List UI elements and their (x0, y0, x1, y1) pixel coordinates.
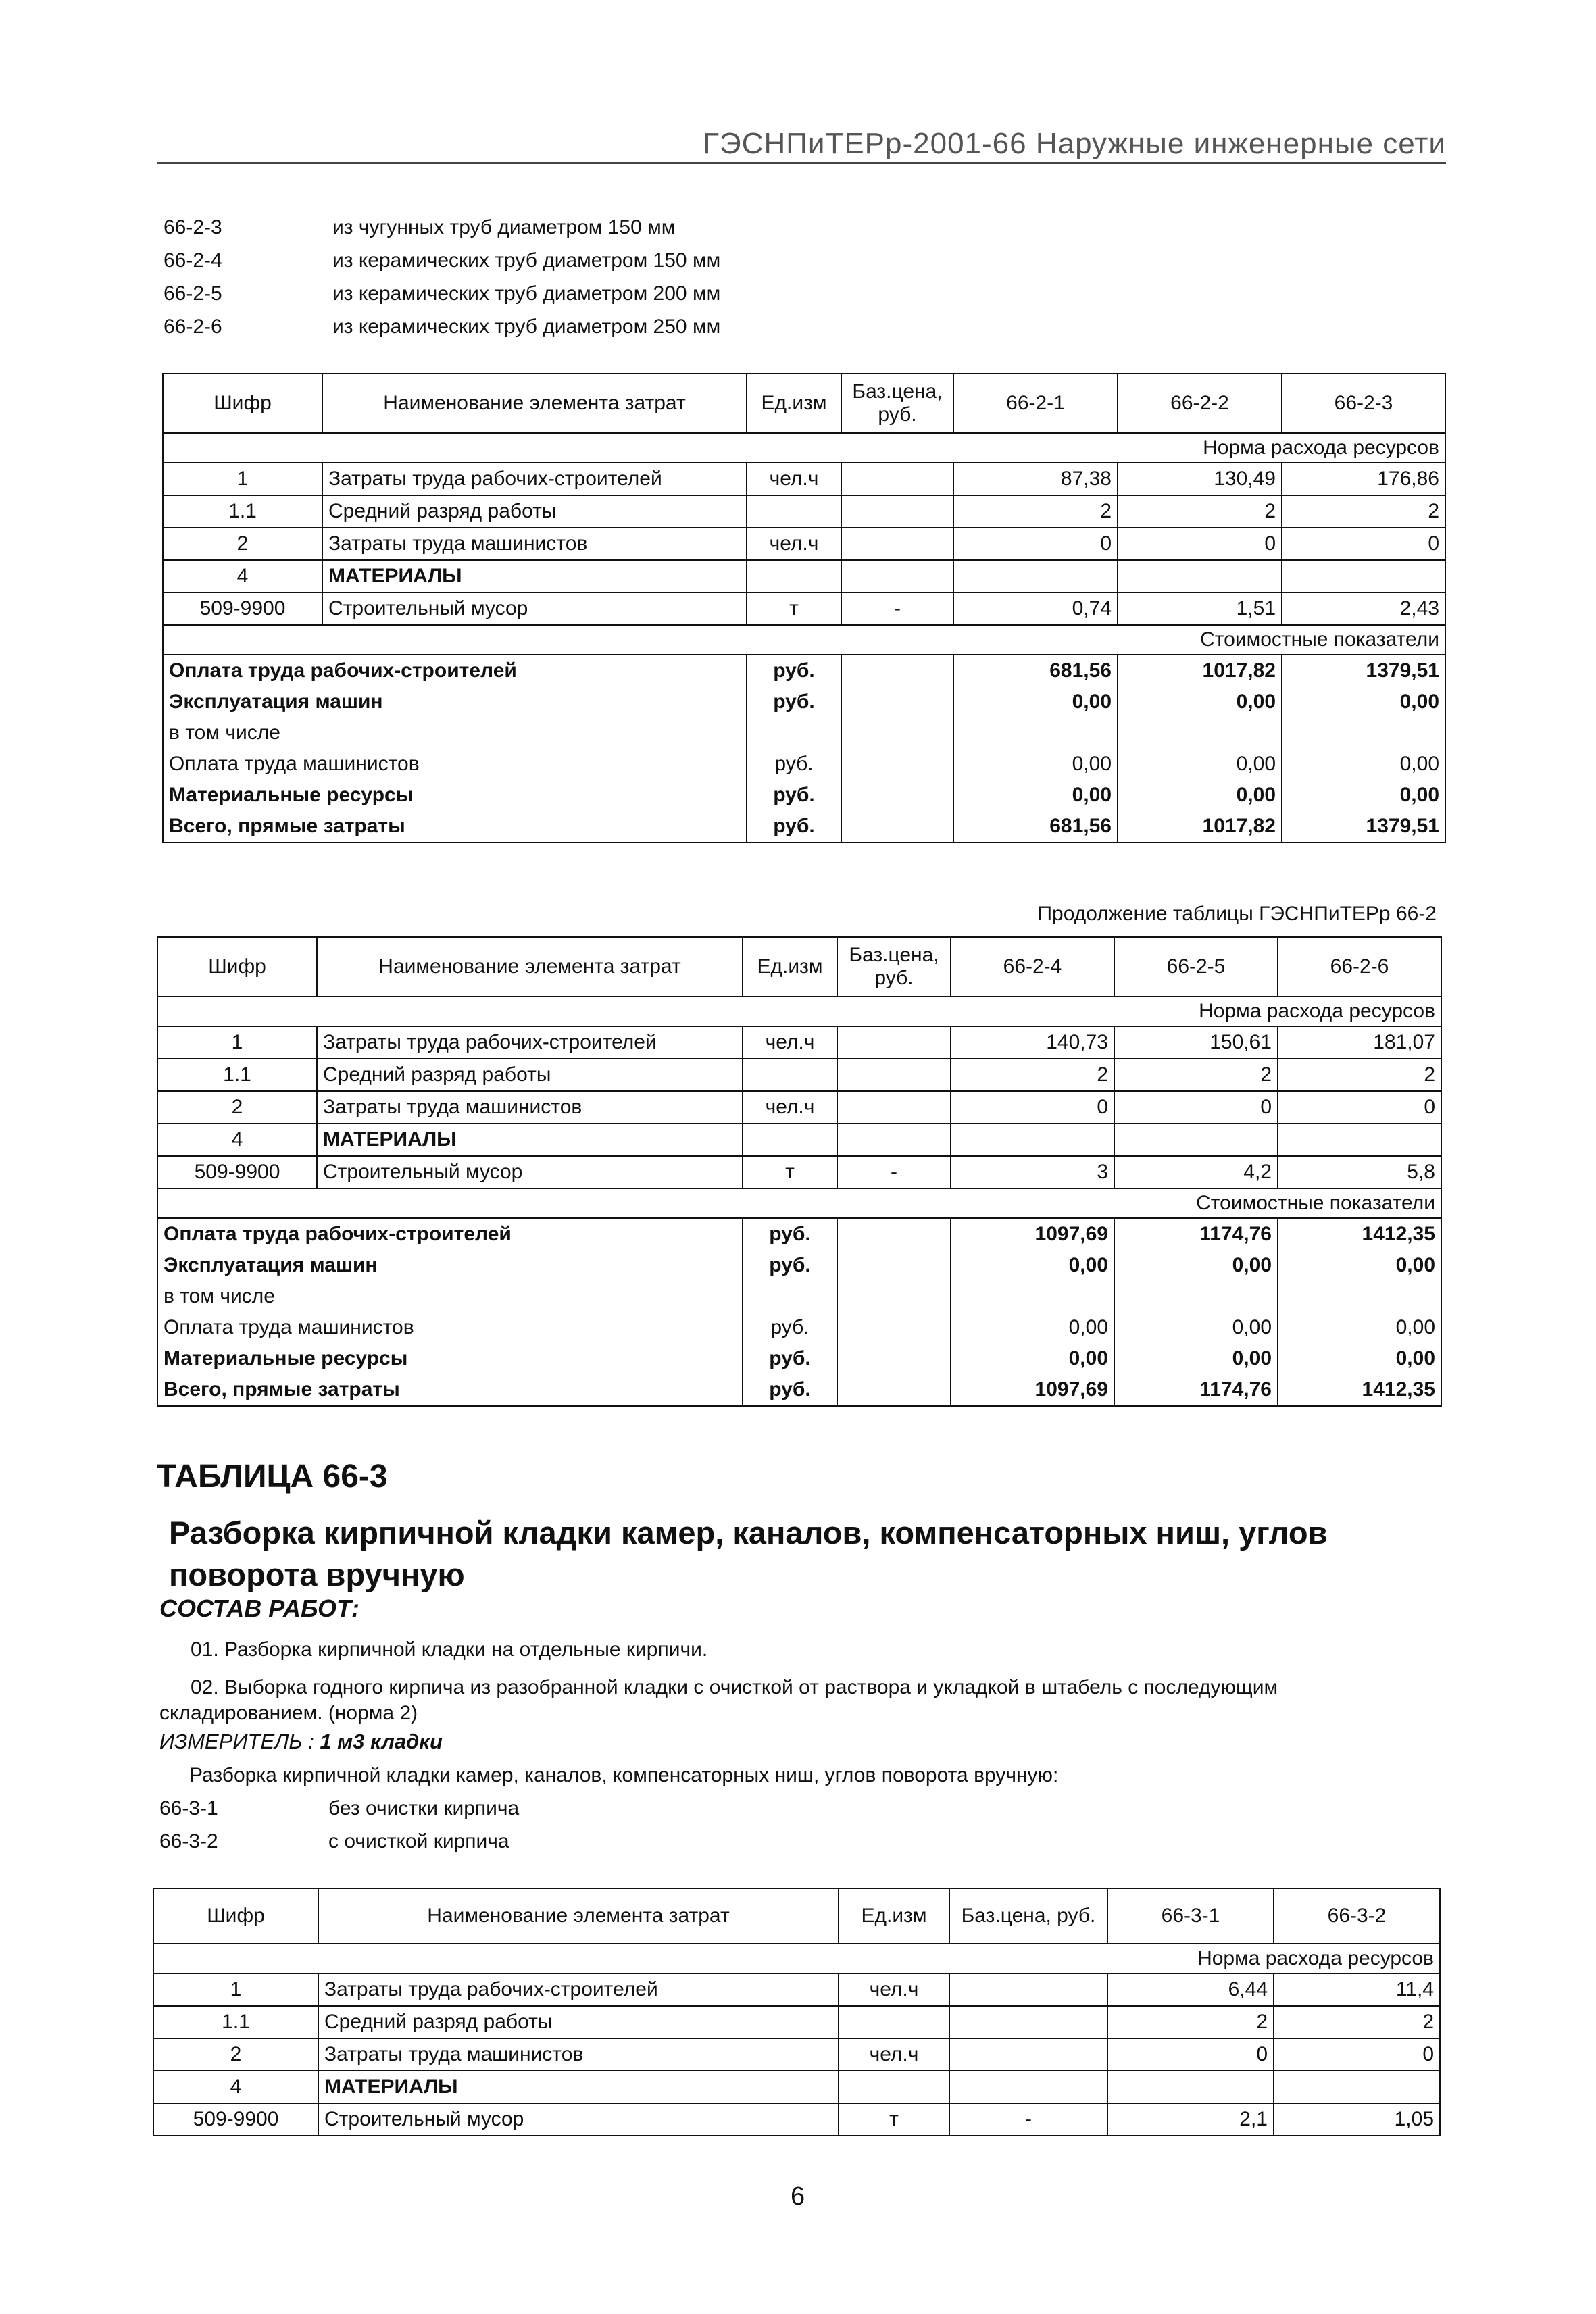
code-text: из чугунных труб диаметром 150 мм (332, 216, 676, 238)
cell-unit: руб. (747, 780, 841, 811)
cell-price (841, 811, 953, 842)
cell-code: 4 (153, 2071, 318, 2103)
cell-value: 0,00 (1118, 686, 1282, 718)
table-row (157, 1374, 1441, 1406)
work-item-continued: складированием. (норма 2) (159, 1702, 418, 1724)
cell-unit: т (743, 1156, 837, 1188)
cell-value: 1,51 (1118, 593, 1282, 625)
cell-value: 5,8 (1278, 1156, 1441, 1188)
table-row (153, 2006, 1440, 2038)
cell-name: Эксплуатация машин (157, 1250, 743, 1281)
cell-value: 0 (953, 528, 1118, 560)
code: 66-3-2 (159, 1830, 218, 1853)
resource-table-66-3 (153, 1888, 1441, 2136)
cell-value: 0,00 (951, 1250, 1114, 1281)
cell-price (837, 1218, 951, 1250)
cell-value: 2 (1278, 1059, 1441, 1091)
cell-price (837, 1059, 951, 1091)
cell-unit: чел.ч (839, 2038, 949, 2071)
table-row (163, 528, 1445, 560)
cost-label: Стоимостные показатели (157, 1188, 1441, 1218)
cell-unit: руб. (747, 811, 841, 842)
cell-value (1107, 2071, 1274, 2103)
cell-code: 1 (153, 1973, 318, 2006)
table-row (157, 1124, 1441, 1156)
cell-value: 1174,76 (1114, 1374, 1278, 1406)
cell-code: 2 (163, 528, 322, 560)
cell-unit: чел.ч (747, 528, 841, 560)
list-item (164, 244, 720, 277)
cell-value: 150,61 (1114, 1026, 1278, 1059)
section-row (157, 997, 1441, 1026)
table-row (157, 1218, 1441, 1250)
cell-value: 87,38 (953, 463, 1118, 495)
cell-value: 1,05 (1274, 2103, 1440, 2136)
cell-price (837, 1343, 951, 1374)
cell-value: 0 (1107, 2038, 1274, 2071)
cell-value (1282, 560, 1445, 593)
cell-value: 0 (1274, 2038, 1440, 2071)
cell-unit (747, 718, 841, 749)
col-header: Баз.цена, руб. (841, 374, 953, 433)
table-row (157, 1281, 1441, 1312)
cell-code: 1 (163, 463, 322, 495)
table-row (157, 1091, 1441, 1124)
col-header: 66-3-2 (1274, 1888, 1440, 1944)
col-header: Баз.цена, руб. (949, 1888, 1107, 1944)
cell-price: - (837, 1156, 951, 1188)
cell-unit (839, 2071, 949, 2103)
cell-price (837, 1026, 951, 1059)
cell-value: 11,4 (1274, 1973, 1440, 2006)
cell-unit: руб. (743, 1218, 837, 1250)
cell-name: Затраты труда машинистов (317, 1091, 743, 1124)
col-header: Ед.изм (839, 1888, 949, 1944)
cell-price (841, 686, 953, 718)
table-row (157, 1156, 1441, 1188)
cell-value: 0,00 (953, 749, 1118, 780)
cell-name: Затраты труда рабочих-строителей (318, 1973, 839, 2006)
cell-name: МАТЕРИАЛЫ (317, 1124, 743, 1156)
list-item (164, 211, 720, 244)
table-header-row (163, 374, 1445, 433)
cell-price: - (841, 593, 953, 625)
norm-label: Норма расхода ресурсов (157, 997, 1441, 1026)
cell-price (841, 463, 953, 495)
cell-value (953, 560, 1118, 593)
cell-value: 2 (951, 1059, 1114, 1091)
list-item (159, 1825, 519, 1858)
cell-unit: руб. (743, 1374, 837, 1406)
cell-name: Оплата труда рабочих-строителей (163, 655, 747, 686)
table-row (163, 463, 1445, 495)
cell-unit: чел.ч (747, 463, 841, 495)
col-header: Шифр (153, 1888, 318, 1944)
cell-value: 2 (1282, 495, 1445, 528)
table-row (163, 780, 1445, 811)
cell-price (841, 560, 953, 593)
cell-unit: руб. (747, 686, 841, 718)
code: 66-2-4 (164, 249, 222, 272)
cell-value: 0 (1114, 1091, 1278, 1124)
norm-label: Норма расхода ресурсов (153, 1944, 1440, 1973)
cell-name: Эксплуатация машин (163, 686, 747, 718)
table-row (153, 2038, 1440, 2071)
cell-unit: чел.ч (743, 1091, 837, 1124)
cell-value: 0,00 (1114, 1250, 1278, 1281)
cell-value: 181,07 (1278, 1026, 1441, 1059)
cell-value: 0,00 (1114, 1343, 1278, 1374)
cell-value: 2 (1114, 1059, 1278, 1091)
cell-value: 2 (1107, 2006, 1274, 2038)
measurer-value: 1 м3 кладки (320, 1730, 443, 1753)
cell-value (1118, 718, 1282, 749)
cell-unit (747, 495, 841, 528)
cell-price (841, 655, 953, 686)
col-header: Шифр (163, 374, 322, 433)
cell-unit (743, 1124, 837, 1156)
cell-value: 0,00 (951, 1312, 1114, 1343)
cell-value (1114, 1281, 1278, 1312)
code: 66-3-1 (159, 1797, 218, 1819)
col-header: 66-2-3 (1282, 374, 1445, 433)
section-row (153, 1944, 1440, 1973)
measurer (159, 1730, 443, 1754)
code-text: из керамических труб диаметром 150 мм (332, 249, 721, 272)
cell-name: Строительный мусор (317, 1156, 743, 1188)
cell-unit: руб. (743, 1343, 837, 1374)
section-code-list (159, 1792, 519, 1858)
cell-value: 6,44 (1107, 1973, 1274, 2006)
table-row (157, 1059, 1441, 1091)
cell-price (837, 1281, 951, 1312)
cell-name: Затраты труда машинистов (318, 2038, 839, 2071)
table-row (153, 2071, 1440, 2103)
cell-code: 509-9900 (163, 593, 322, 625)
code: 66-2-5 (164, 282, 222, 305)
intro-code-list (164, 211, 720, 343)
cell-price (841, 780, 953, 811)
cell-value: 0 (1282, 528, 1445, 560)
cell-value (1118, 560, 1282, 593)
cell-price (841, 528, 953, 560)
cell-name: Оплата труда рабочих-строителей (157, 1218, 743, 1250)
section-description: Разборка кирпичной кладки камер, каналов, компенсаторных ниш, углов поворота вручную: (189, 1764, 1059, 1786)
continuation-note: Продолжение таблицы ГЭСНПиТЕРр 66-2 (1037, 903, 1437, 925)
cell-value: 4,2 (1114, 1156, 1278, 1188)
table-row (163, 593, 1445, 625)
cost-label: Стоимостные показатели (163, 625, 1445, 655)
cell-value: 0 (1118, 528, 1282, 560)
cell-code: 509-9900 (153, 2103, 318, 2136)
cell-unit (839, 2006, 949, 2038)
col-header: Ед.изм (743, 937, 837, 997)
cell-unit (743, 1281, 837, 1312)
cell-price (841, 495, 953, 528)
section-row (157, 1188, 1441, 1218)
cell-name: Средний разряд работы (317, 1059, 743, 1091)
cell-price (837, 1250, 951, 1281)
cell-code: 509-9900 (157, 1156, 317, 1188)
cell-value: 2 (1118, 495, 1282, 528)
cell-name: Затраты труда рабочих-строителей (322, 463, 747, 495)
page-number: 6 (791, 2182, 805, 2211)
table-header-row (157, 937, 1441, 997)
cell-unit: чел.ч (839, 1973, 949, 2006)
cell-value: 1017,82 (1118, 811, 1282, 842)
cell-value: 0,00 (1278, 1250, 1441, 1281)
cell-price (837, 1124, 951, 1156)
cell-code: 4 (163, 560, 322, 593)
cell-value (1278, 1124, 1441, 1156)
cell-value (1274, 2071, 1440, 2103)
cell-unit: руб. (747, 655, 841, 686)
cell-name: Всего, прямые затраты (163, 811, 747, 842)
cell-price (841, 749, 953, 780)
cell-value: 2 (1274, 2006, 1440, 2038)
cell-value: 1017,82 (1118, 655, 1282, 686)
table-row (157, 1026, 1441, 1059)
code-text: без очистки кирпича (328, 1797, 520, 1819)
cell-value: 681,56 (953, 811, 1118, 842)
section-row (163, 625, 1445, 655)
cell-name: Средний разряд работы (322, 495, 747, 528)
col-header: Баз.цена, руб. (837, 937, 951, 997)
code-text: с очисткой кирпича (328, 1830, 509, 1853)
cell-value: 0,00 (951, 1343, 1114, 1374)
cell-name: Затраты труда машинистов (322, 528, 747, 560)
cell-value: 130,49 (1118, 463, 1282, 495)
cell-name: в том числе (157, 1281, 743, 1312)
col-header: Наименование элемента затрат (318, 1888, 839, 1944)
table-row (163, 718, 1445, 749)
work-composition-heading: СОСТАВ РАБОТ: (159, 1594, 359, 1622)
cell-name: Строительный мусор (322, 593, 747, 625)
cell-value (1282, 718, 1445, 749)
cell-value: 1174,76 (1114, 1218, 1278, 1250)
cell-value (953, 718, 1118, 749)
code: 66-2-6 (164, 316, 222, 338)
table-header-row (153, 1888, 1440, 1944)
cell-name: Затраты труда рабочих-строителей (317, 1026, 743, 1059)
cell-price (837, 1374, 951, 1406)
cell-value: 1412,35 (1278, 1374, 1441, 1406)
work-item: 01. Разборка кирпичной кладки на отдельные кирпичи. (191, 1638, 708, 1661)
col-header: 66-2-5 (1114, 937, 1278, 997)
norm-label: Норма расхода ресурсов (163, 433, 1445, 463)
cell-value: 0,00 (1118, 780, 1282, 811)
cell-value: 0 (951, 1091, 1114, 1124)
cell-value: 1097,69 (951, 1218, 1114, 1250)
cell-unit: руб. (743, 1250, 837, 1281)
cell-name: МАТЕРИАЛЫ (322, 560, 747, 593)
cell-name: Материальные ресурсы (157, 1343, 743, 1374)
section-title: Разборка кирпичной кладки камер, каналов, компенсаторных ниш, углов поворота вручную (169, 1515, 1328, 1592)
cell-code: 1.1 (163, 495, 322, 528)
cell-code: 2 (153, 2038, 318, 2071)
header-rule (157, 162, 1446, 164)
cell-name: Строительный мусор (318, 2103, 839, 2136)
cell-name: Материальные ресурсы (163, 780, 747, 811)
resource-table-66-2-part1 (162, 373, 1446, 843)
resource-table-66-2-part2 (157, 936, 1442, 1407)
cell-unit: руб. (743, 1312, 837, 1343)
cell-value: 3 (951, 1156, 1114, 1188)
table-row (153, 2103, 1440, 2136)
cell-value (1278, 1281, 1441, 1312)
cell-value: 0,00 (1114, 1312, 1278, 1343)
table-row (157, 1312, 1441, 1343)
table-row (163, 686, 1445, 718)
cell-unit (747, 560, 841, 593)
cell-value: 0,00 (1278, 1312, 1441, 1343)
cell-name: в том числе (163, 718, 747, 749)
col-header: 66-3-1 (1107, 1888, 1274, 1944)
list-item (159, 1792, 519, 1825)
cell-value: 1379,51 (1282, 655, 1445, 686)
col-header: 66-2-6 (1278, 937, 1441, 997)
cell-value (1114, 1124, 1278, 1156)
cell-unit: т (747, 593, 841, 625)
cell-value (951, 1281, 1114, 1312)
cell-value: 0,00 (1282, 686, 1445, 718)
cell-price: - (949, 2103, 1107, 2136)
code: 66-2-3 (164, 216, 222, 238)
cell-code: 4 (157, 1124, 317, 1156)
cell-code: 2 (157, 1091, 317, 1124)
col-header: 66-2-4 (951, 937, 1114, 997)
page-header-title: ГЭСНПиТЕРр-2001-66 Наружные инженерные сети (703, 127, 1446, 160)
section-number: ТАБЛИЦА 66-3 (157, 1459, 388, 1494)
cell-code: 1.1 (157, 1059, 317, 1091)
cell-price (949, 2038, 1107, 2071)
cell-value: 0,00 (1282, 749, 1445, 780)
col-header: Ед.изм (747, 374, 841, 433)
table-row (163, 560, 1445, 593)
cell-value: 2,1 (1107, 2103, 1274, 2136)
cell-unit: т (839, 2103, 949, 2136)
cell-value: 0,00 (953, 686, 1118, 718)
cell-name: Средний разряд работы (318, 2006, 839, 2038)
table-row (163, 749, 1445, 780)
cell-price (837, 1091, 951, 1124)
cell-unit (743, 1059, 837, 1091)
table-row (153, 1973, 1440, 2006)
cell-price (837, 1312, 951, 1343)
cell-name: Оплата труда машинистов (157, 1312, 743, 1343)
cell-value: 0,74 (953, 593, 1118, 625)
cell-name: МАТЕРИАЛЫ (318, 2071, 839, 2103)
cell-code: 1 (157, 1026, 317, 1059)
table-row (157, 1343, 1441, 1374)
cell-price (949, 2071, 1107, 2103)
table-row (163, 495, 1445, 528)
cell-name: Оплата труда машинистов (163, 749, 747, 780)
list-item (164, 277, 720, 310)
col-header: 66-2-1 (953, 374, 1118, 433)
cell-value: 0,00 (1118, 749, 1282, 780)
code-text: из керамических труб диаметром 200 мм (332, 282, 721, 305)
cell-value: 0 (1278, 1091, 1441, 1124)
measurer-label: ИЗМЕРИТЕЛЬ : (159, 1730, 314, 1753)
cell-unit: руб. (747, 749, 841, 780)
table-row (163, 655, 1445, 686)
cell-value: 681,56 (953, 655, 1118, 686)
cell-unit: чел.ч (743, 1026, 837, 1059)
cell-name: Всего, прямые затраты (157, 1374, 743, 1406)
col-header: Шифр (157, 937, 317, 997)
code-text: из керамических труб диаметром 250 мм (332, 316, 721, 338)
cell-value: 2 (953, 495, 1118, 528)
table-row (157, 1250, 1441, 1281)
cell-value: 176,86 (1282, 463, 1445, 495)
table-row (163, 811, 1445, 842)
cell-price (949, 2006, 1107, 2038)
cell-price (949, 1973, 1107, 2006)
list-item (164, 310, 720, 343)
cell-value: 0,00 (1278, 1343, 1441, 1374)
cell-value: 2,43 (1282, 593, 1445, 625)
cell-value: 0,00 (1282, 780, 1445, 811)
cell-value: 1412,35 (1278, 1218, 1441, 1250)
col-header: Наименование элемента затрат (317, 937, 743, 997)
section-row (163, 433, 1445, 463)
cell-value: 140,73 (951, 1026, 1114, 1059)
cell-value: 1097,69 (951, 1374, 1114, 1406)
cell-price (841, 718, 953, 749)
work-item: 02. Выборка годного кирпича из разобранной кладки с очисткой от раствора и укладкой в штабель с последующим (191, 1676, 1278, 1699)
cell-value (951, 1124, 1114, 1156)
col-header: Наименование элемента затрат (322, 374, 747, 433)
cell-code: 1.1 (153, 2006, 318, 2038)
cell-value: 0,00 (953, 780, 1118, 811)
cell-value: 1379,51 (1282, 811, 1445, 842)
col-header: 66-2-2 (1118, 374, 1282, 433)
